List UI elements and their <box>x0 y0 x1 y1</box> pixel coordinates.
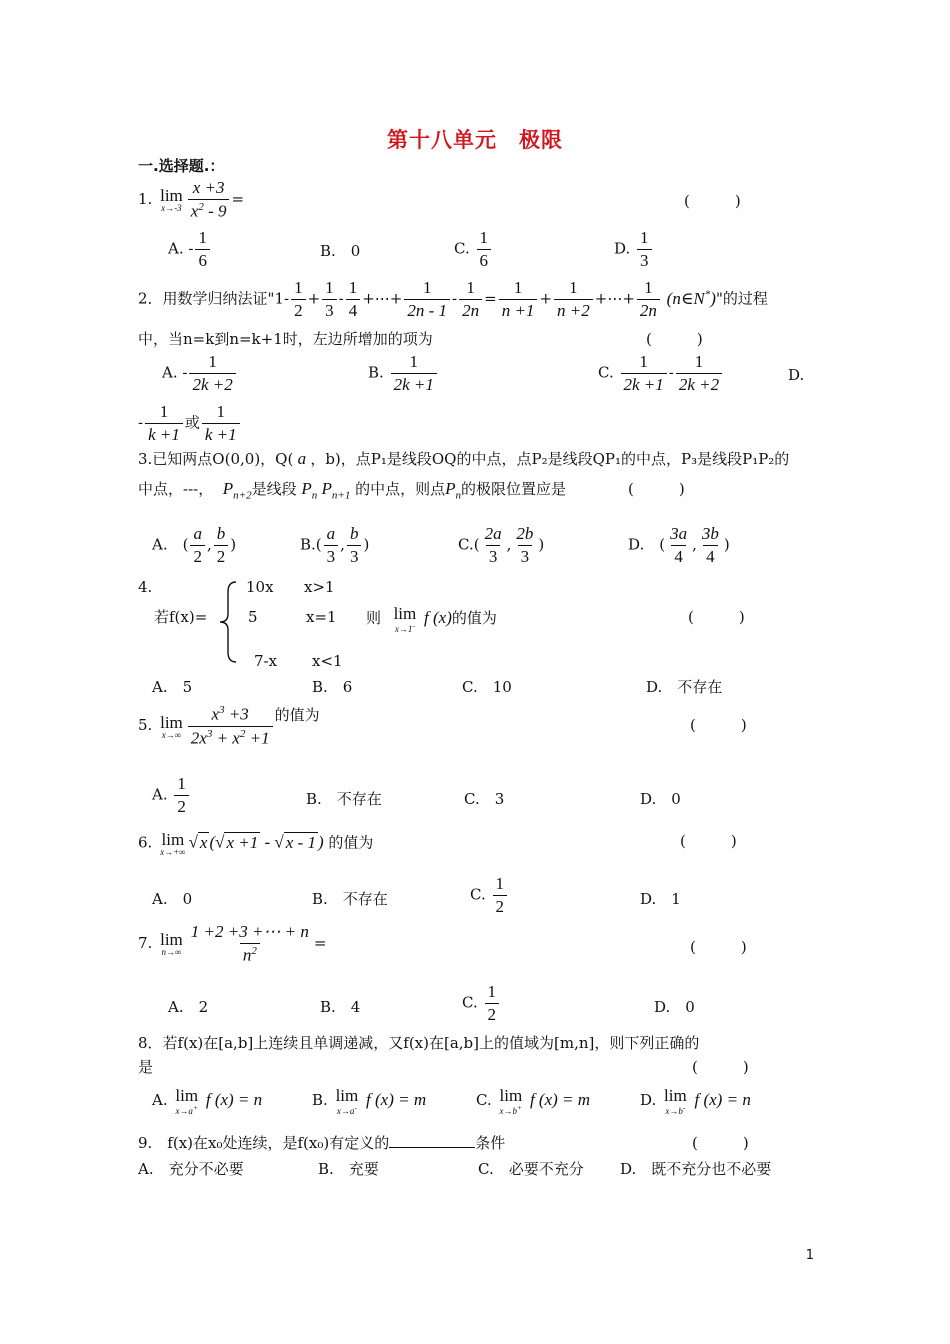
q4-brace <box>216 580 240 664</box>
q4-option-a: A. 5 <box>152 678 193 696</box>
q9-fill-blank[interactable] <box>389 1147 475 1148</box>
q3-option-b: B.( $\frac{a}{3}$ , $\frac{b}{3}$ ) <box>300 524 370 566</box>
q2-option-d: - $\frac{1}{k +1}$ 或 $\frac{1}{k +1}$ <box>138 402 242 445</box>
q9-answer-blank: ( ) <box>692 1134 749 1152</box>
q7-stem: 7. lim n→∞ $\frac{1 +2 +3 +\cdots + n}{n^2}$ = <box>138 922 327 965</box>
q4-option-d: D. 不存在 <box>646 678 723 696</box>
q8-answer-blank: ( ) <box>692 1058 749 1076</box>
q4-option-c: C. 10 <box>462 678 512 696</box>
q7-option-c: C. $\frac{1}{2}$ <box>462 982 501 1025</box>
q1-option-c: C. $\frac{1}{6}$ <box>454 228 493 271</box>
page-number: 1 <box>805 1248 814 1263</box>
q1-answer-blank: ( ) <box>684 192 741 210</box>
q6-stem: 6. lim x→+∞ √ x (√ x +1 - √ x - 1 ) 的值为 <box>138 830 374 857</box>
q2-option-a: A. - $\frac{1}{2k +2}$ <box>162 352 238 395</box>
q9-option-d: D. 既不充分也不必要 <box>620 1160 772 1178</box>
q9-option-c: C. 必要不充分 <box>478 1160 584 1178</box>
q8-option-d: D. lim x→b- f (x) = n <box>640 1086 751 1116</box>
q6-option-a: A. 0 <box>152 890 193 908</box>
q7-option-a: A. 2 <box>168 998 209 1016</box>
q3-answer-blank: ( ) <box>628 480 685 498</box>
q4-case1-cond: x>1 <box>304 578 335 596</box>
q4-option-b: B. 6 <box>312 678 353 696</box>
q1-option-d: D. $\frac{1}{3}$ <box>614 228 654 271</box>
q2-stem: 2．用数学归纳法证"1- $\frac{1}{2}$ + $\frac{1}{3}$ - $\frac{1}{4}$ +⋯+ $\frac{1}{2n - 1}$ - $\frac{1}{2n}$ = $\frac{1}{n +1}$ + $\frac{1}{n +2}$ +⋯+ $\frac{1}{2n}$ (n∈N*)"的过程 <box>138 278 768 320</box>
q5-option-b: B. 不存在 <box>306 790 382 808</box>
q6-answer-blank: ( ) <box>680 832 737 850</box>
section-heading: 一.选择题.： <box>138 157 225 175</box>
q3-option-a: A. ( $\frac{a}{2}$ , $\frac{b}{2}$ ) <box>152 524 237 566</box>
q6-option-c: C. $\frac{1}{2}$ <box>470 874 509 917</box>
page-title: 第十八单元 极限 <box>387 128 563 152</box>
q5-stem: 5. lim x→∞ $\frac{x^3 +3}{2x^3 + x^2 +1}$ 的值为 <box>138 704 320 748</box>
q8-option-c: C. lim x→b+ f (x) = m <box>476 1086 591 1116</box>
q4-case2-cond: x=1 <box>306 608 337 626</box>
q3-stem: 3.已知两点O(0,0)，Q( a ，b)，点P₁是线段OQ的中点，点P₂是线段QP₁的中点，P₃是线段P₁P₂的 <box>138 449 790 468</box>
q3-stem-line2: 中点，---， $P_{n+2}$是线段 $P_n$ $P_{n+1}$ 的中点，则点$P_n$的极限位置应是 <box>138 479 567 502</box>
q2-stem-line2: 中，当n=k到n=k+1时，左边所增加的项为 <box>138 330 433 348</box>
q4-lead: 若f(x)= <box>154 608 208 626</box>
q7-answer-blank: ( ) <box>690 938 747 956</box>
q9-option-a: A. 充分不必要 <box>138 1160 244 1178</box>
q1-option-a: A. - $\frac{1}{6}$ <box>168 228 212 271</box>
q8-option-a: A. lim x→a+ f (x) = n <box>152 1086 263 1116</box>
q4-case1-expr: 10x <box>246 578 274 596</box>
q4-limit: 则 lim x→1- f (x)的值为 <box>366 604 497 634</box>
q4-case3-cond: x<1 <box>312 652 343 670</box>
q2-answer-blank: ( ) <box>646 330 703 348</box>
q4-case2-expr: 5 <box>248 608 258 626</box>
q6-option-d: D. 1 <box>640 890 681 908</box>
q8-option-b: B. lim x→a- f (x) = m <box>312 1086 427 1116</box>
q3-option-d: D. ( $\frac{3a}{4}$ , $\frac{3b}{4}$ ) <box>628 524 730 566</box>
q4-number: 4. <box>138 578 153 596</box>
q2-option-d-label: D. <box>788 366 805 384</box>
q1-stem: 1. lim x→-3 $\frac{x +3}{x^2 - 9}$ = <box>138 178 245 221</box>
q8-stem-line2: 是 <box>138 1058 154 1076</box>
q3-option-c: C.( $\frac{2a}{3}$ , $\frac{2b}{3}$ ) <box>458 524 545 566</box>
q2-option-b: B. $\frac{1}{2k +1}$ <box>368 352 439 395</box>
q9-stem: 9. f(x)在x₀处连续，是f(x₀)有定义的 条件 <box>138 1134 506 1152</box>
q5-option-a: A. $\frac{1}{2}$ <box>152 774 191 817</box>
q5-option-d: D. 0 <box>640 790 681 808</box>
q7-option-d: D. 0 <box>654 998 695 1016</box>
q4-case3-expr: 7-x <box>254 652 278 670</box>
q2-option-c: C. $\frac{1}{2k +1}$ - $\frac{1}{2k +2}$ <box>598 352 724 395</box>
q1-option-b: B. 0 <box>320 242 361 260</box>
q5-option-c: C. 3 <box>464 790 505 808</box>
q4-answer-blank: ( ) <box>688 608 745 626</box>
q7-option-b: B. 4 <box>320 998 361 1016</box>
q8-stem: 8．若f(x)在[a,b]上连续且单调递减，又f(x)在[a,b]上的值域为[m,n]，则下列正确的 <box>138 1034 700 1052</box>
q6-option-b: B. 不存在 <box>312 890 388 908</box>
q5-answer-blank: ( ) <box>690 716 747 734</box>
q9-option-b: B. 充要 <box>318 1160 379 1178</box>
